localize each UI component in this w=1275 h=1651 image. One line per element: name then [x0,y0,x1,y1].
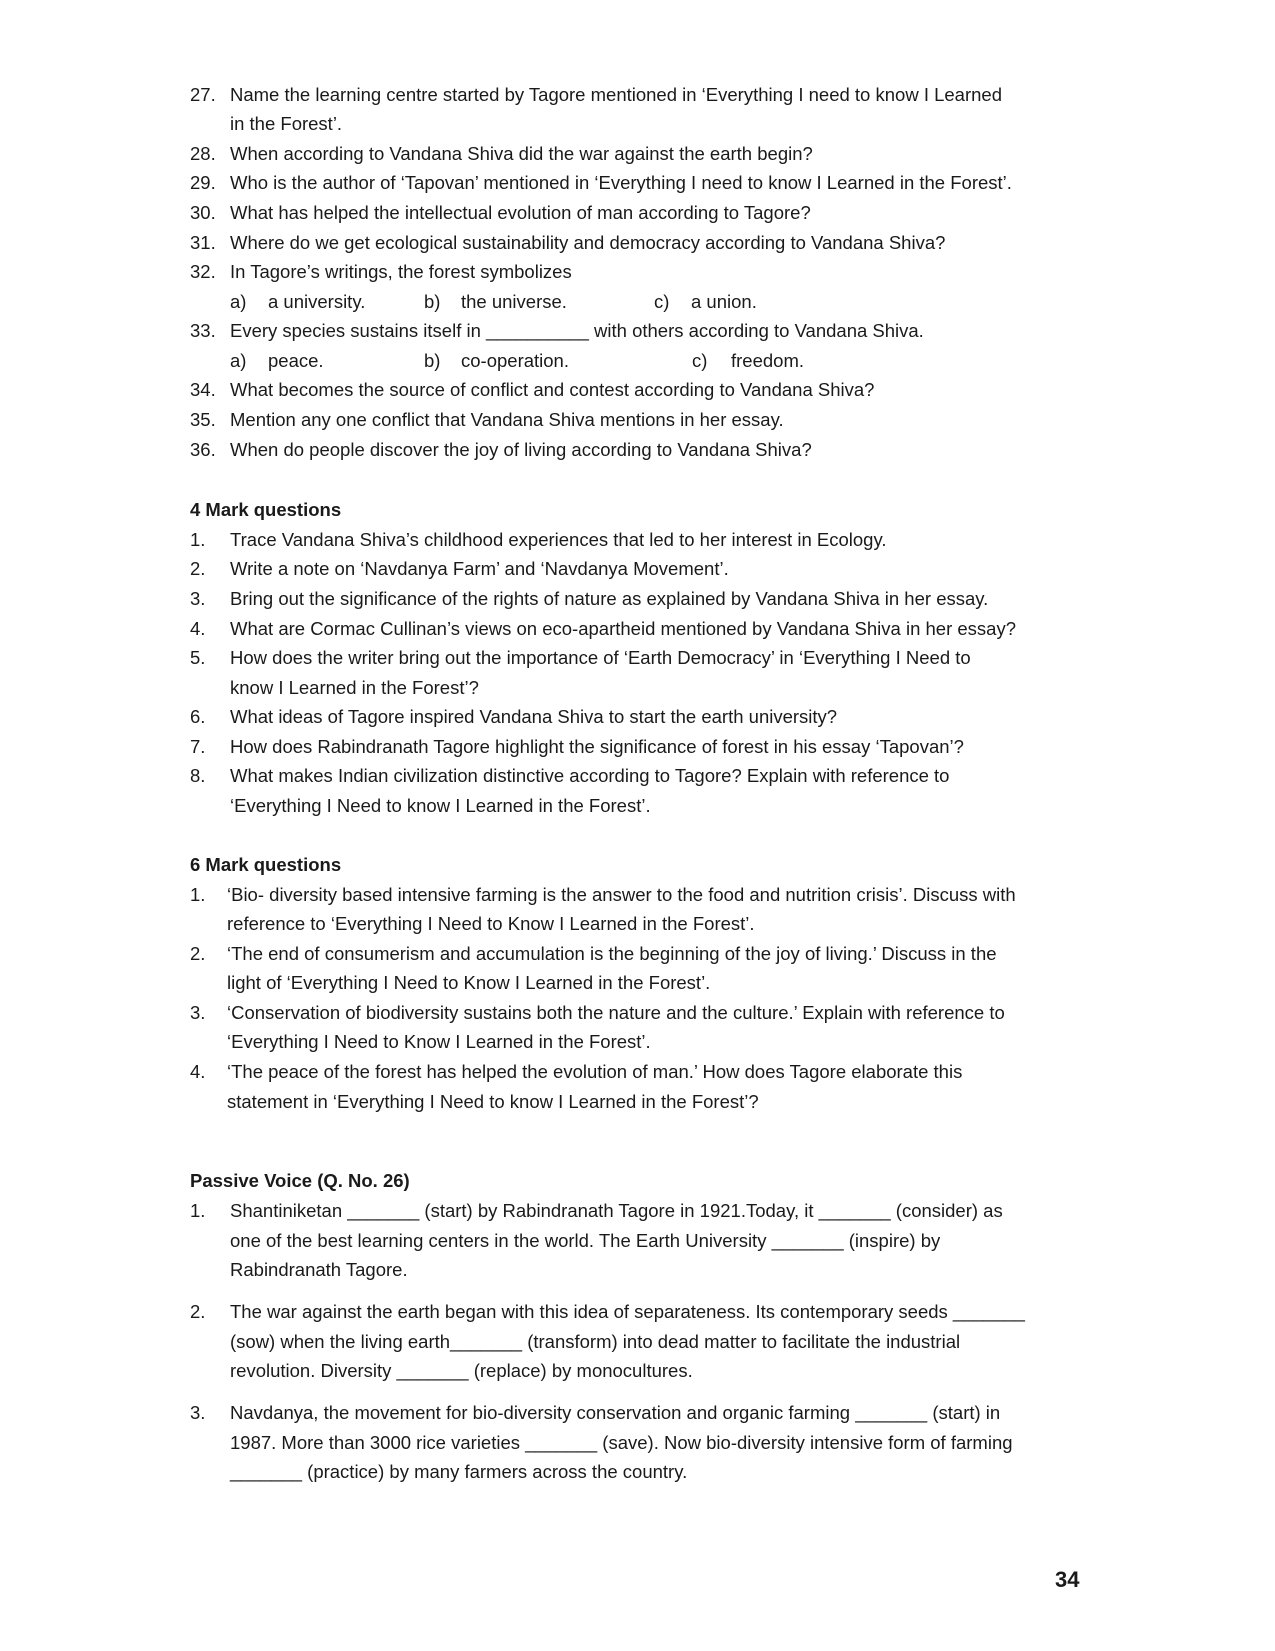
question-text: light of ‘Everything I Need to Know I Learned in the Forest’. [227,972,711,993]
question-text: Every species sustains itself in __________ with others according to Vandana Shiva. [230,320,924,341]
question-text: ‘The end of consumerism and accumulation is the beginning of the joy of living.’ Discuss in the [227,943,997,964]
question-text: (sow) when the living earth_______ (transform) into dead matter to facilitate the industrial [230,1331,961,1352]
question-text: ‘Everything I Need to Know I Learned in the Forest’. [227,1031,651,1052]
question-number: 7. [190,736,206,757]
question-number: 36. [190,439,216,460]
option-text: peace. [268,350,324,371]
question-text: reference to ‘Everything I Need to Know I Learned in the Forest’. [227,913,755,934]
question-text: Shantiniketan _______ (start) by Rabindranath Tagore in 1921.Today, it _______ (consider) as [230,1200,1003,1221]
question-number: 32. [190,261,216,282]
question-text: Write a note on ‘Navdanya Farm’ and ‘Navdanya Movement’. [230,558,729,579]
question-text: What are Cormac Cullinan’s views on eco-apartheid mentioned by Vandana Shiva in her essay? [230,618,1016,639]
section-heading: 4 Mark questions [190,499,342,520]
question-text: 1987. More than 3000 rice varieties _______ (save). Now bio-diversity intensive form of farming [230,1432,1013,1453]
question-number: 27. [190,84,216,105]
question-text: What has helped the intellectual evolution of man according to Tagore? [230,202,811,223]
question-number: 1. [190,1200,206,1221]
option-letter: b) [424,291,441,312]
section-heading: 6 Mark questions [190,854,342,875]
question-text: How does Rabindranath Tagore highlight the significance of forest in his essay ‘Tapovan’? [230,736,964,757]
option-letter: a) [230,291,247,312]
question-text: in the Forest’. [230,113,343,134]
question-text: How does the writer bring out the importance of ‘Earth Democracy’ in ‘Everything I Need to [230,647,971,668]
question-text: What makes Indian civilization distinctive according to Tagore? Explain with reference to [230,765,950,786]
question-number: 35. [190,409,216,430]
question-text: revolution. Diversity _______ (replace) by monocultures. [230,1360,693,1381]
question-number: 4. [190,618,206,639]
question-text: When do people discover the joy of living according to Vandana Shiva? [230,439,812,460]
question-number: 28. [190,143,216,164]
question-text: What ideas of Tagore inspired Vandana Shiva to start the earth university? [230,706,838,727]
question-text: Rabindranath Tagore. [230,1259,408,1280]
question-text: ‘Conservation of biodiversity sustains both the nature and the culture.’ Explain with reference to [227,1002,1005,1023]
page-number: 34 [1055,1567,1080,1592]
section-heading: Passive Voice (Q. No. 26) [190,1170,410,1191]
question-number: 2. [190,558,206,579]
option-letter: a) [230,350,247,371]
question-text: _______ (practice) by many farmers across the country. [230,1461,688,1482]
question-number: 3. [190,1002,206,1023]
option-letter: c) [654,291,670,312]
question-number: 31. [190,232,216,253]
question-number: 3. [190,588,206,609]
option-text: a union. [691,291,757,312]
question-text: one of the best learning centers in the world. The Earth University _______ (inspire) by [230,1230,941,1251]
option-letter: b) [424,350,441,371]
option-text: the universe. [461,291,567,312]
question-number: 1. [190,529,206,550]
question-text: Mention any one conflict that Vandana Shiva mentions in her essay. [230,409,784,430]
question-number: 8. [190,765,206,786]
question-number: 2. [190,1301,206,1322]
option-text: co-operation. [461,350,569,371]
question-number: 33. [190,320,216,341]
question-text: Who is the author of ‘Tapovan’ mentioned in ‘Everything I need to know I Learned in the Forest’. [230,172,1012,193]
option-letter: c) [692,350,708,371]
question-number: 1. [190,884,206,905]
question-text: ‘Bio- diversity based intensive farming is the answer to the food and nutrition crisis’. Discuss with [227,884,1016,905]
question-number: 6. [190,706,206,727]
question-number: 2. [190,943,206,964]
question-text: Trace Vandana Shiva’s childhood experiences that led to her interest in Ecology. [230,529,887,550]
question-text: Name the learning centre started by Tagore mentioned in ‘Everything I need to know I Learned [230,84,1002,105]
question-number: 3. [190,1402,206,1423]
option-text: a university. [268,291,366,312]
question-text: ‘Everything I Need to know I Learned in the Forest’. [230,795,651,816]
question-text: know I Learned in the Forest’? [230,677,479,698]
question-text: statement in ‘Everything I Need to know I Learned in the Forest’? [227,1091,759,1112]
option-text: freedom. [731,350,805,371]
question-number: 34. [190,379,216,400]
question-text: ‘The peace of the forest has helped the evolution of man.’ How does Tagore elaborate this [227,1061,963,1082]
question-text: Bring out the significance of the rights of nature as explained by Vandana Shiva in her essay. [230,588,989,609]
question-text: The war against the earth began with this idea of separateness. Its contemporary seeds _______ [230,1301,1025,1322]
question-number: 4. [190,1061,206,1082]
question-text: Where do we get ecological sustainability and democracy according to Vandana Shiva? [230,232,946,253]
question-number: 29. [190,172,216,193]
question-text: Navdanya, the movement for bio-diversity conservation and organic farming _______ (start) in [230,1402,1001,1423]
question-number: 5. [190,647,206,668]
question-number: 30. [190,202,216,223]
question-text: In Tagore’s writings, the forest symbolizes [230,261,572,282]
question-text: What becomes the source of conflict and contest according to Vandana Shiva? [230,379,875,400]
question-text: When according to Vandana Shiva did the war against the earth begin? [230,143,813,164]
